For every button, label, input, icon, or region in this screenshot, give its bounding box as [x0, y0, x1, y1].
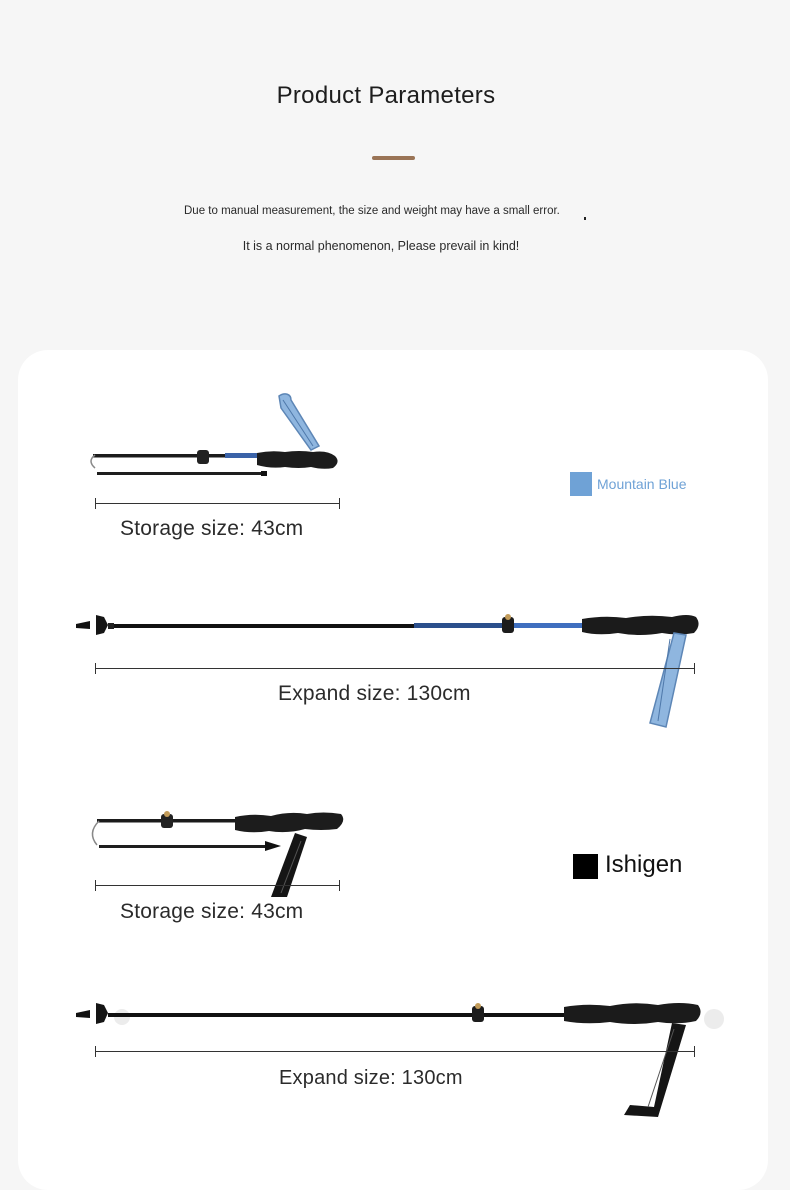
measurement-note-line2: It is a normal phenomenon, Please prevail in kind!: [242, 239, 520, 253]
expand-size-label-blue: Expand size: 130cm: [278, 682, 471, 705]
measurement-note-line1: Due to manual measurement, the size and weight may have a small error.: [184, 205, 560, 217]
title-accent-bar: [372, 156, 415, 160]
color-name-ishigen: Ishigen: [605, 851, 683, 878]
storage-dimension-line-black: [95, 880, 340, 891]
expand-dimension-line-blue: [95, 663, 695, 674]
expand-size-label-black: Expand size: 130cm: [279, 1067, 463, 1089]
color-swatch-mountain-blue: [570, 472, 592, 496]
color-swatch-ishigen: [573, 854, 598, 879]
page-title: Product Parameters: [276, 82, 496, 109]
folded-pole-blue-image: [85, 390, 350, 485]
extended-pole-black-image: [74, 995, 724, 1125]
stray-dot: [584, 217, 586, 220]
color-name-mountain-blue: Mountain Blue: [597, 476, 687, 492]
storage-dimension-line-blue: [95, 498, 340, 509]
storage-size-label-blue: Storage size: 43cm: [120, 517, 304, 540]
expand-dimension-line-black: [95, 1046, 695, 1057]
storage-size-label-black: Storage size: 43cm: [120, 900, 304, 923]
